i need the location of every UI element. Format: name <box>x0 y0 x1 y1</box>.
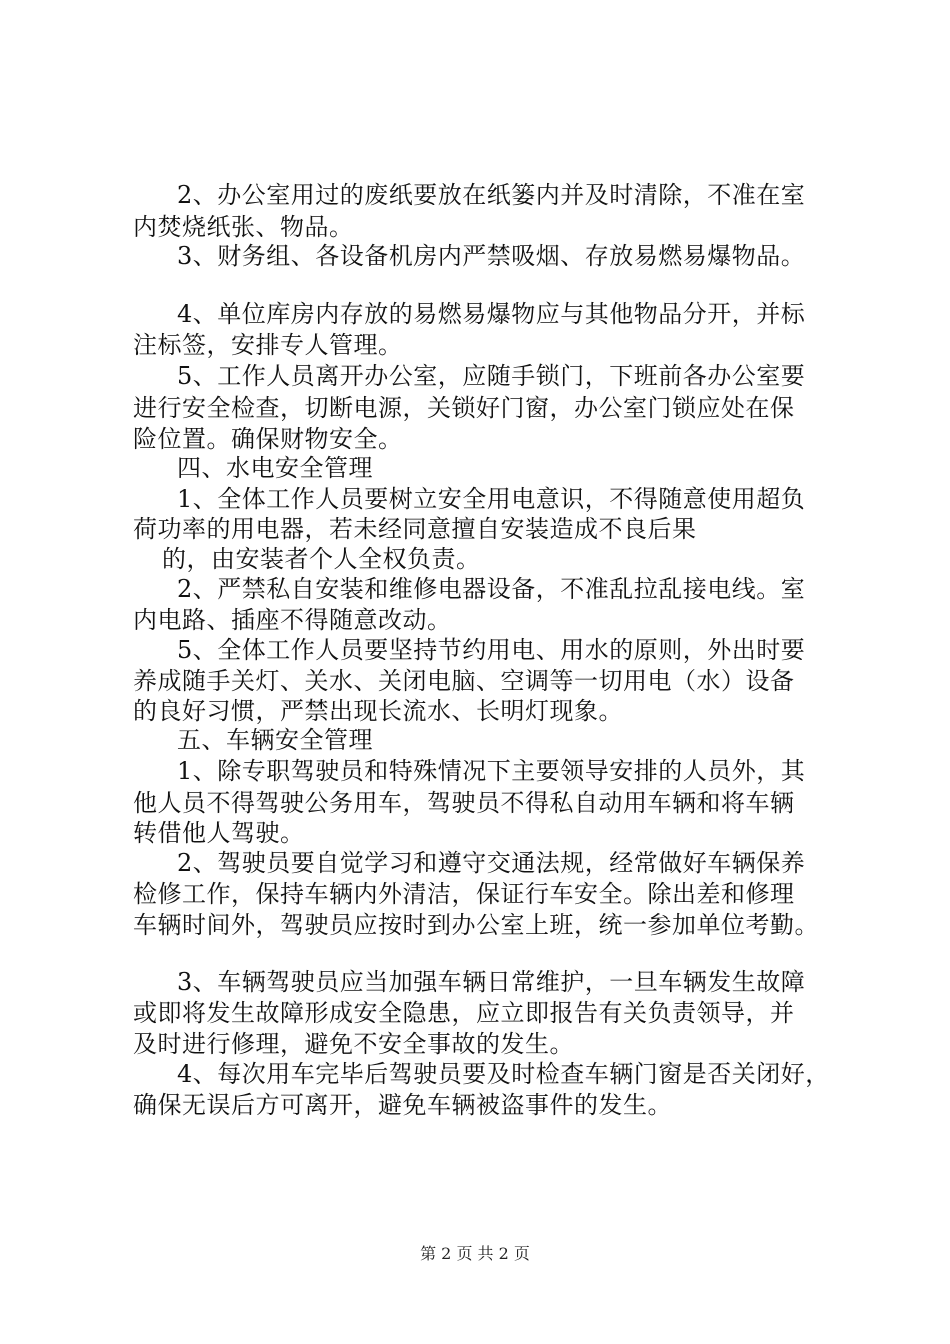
text-line: 或即将发生故障形成安全隐患，应立即报告有关负责领导，并 <box>133 999 795 1027</box>
text-line: 及时进行修理，避免不安全事故的发生。 <box>133 1030 574 1058</box>
text-line: 转借他人驾驶。 <box>133 819 305 847</box>
section-heading: 四、水电安全管理 <box>177 454 373 482</box>
text-line: 荷功率的用电器，若未经同意擅自安装造成不良后果 <box>133 515 697 543</box>
text-line: 5、全体工作人员要坚持节约用电、用水的原则，外出时要 <box>177 636 806 664</box>
page-number-footer: 第 2 页 共 2 页 <box>420 1244 530 1263</box>
text-line: 1、全体工作人员要树立安全用电意识，不得随意使用超负 <box>177 485 806 513</box>
text-line: 2、严禁私自安装和维修电器设备，不准乱拉乱接电线。室 <box>177 575 806 603</box>
text-line: 注标签，安排专人管理。 <box>133 331 403 359</box>
text-line: 车辆时间外，驾驶员应按时到办公室上班，统一参加单位考勤。 <box>133 911 819 939</box>
text-line: 内焚烧纸张、物品。 <box>133 213 354 241</box>
text-line: 3、财务组、各设备机房内严禁吸烟、存放易燃易爆物品。 <box>177 242 806 270</box>
text-line: 检修工作，保持车辆内外清洁，保证行车安全。除出差和修理 <box>133 880 795 908</box>
text-line: 3、车辆驾驶员应当加强车辆日常维护，一旦车辆发生故障 <box>177 968 806 996</box>
text-line: 2、办公室用过的废纸要放在纸篓内并及时清除，不准在室 <box>177 181 806 209</box>
text-line: 4、每次用车完毕后驾驶员要及时检查车辆门窗是否关闭好， <box>177 1060 830 1088</box>
text-line: 的良好习惯，严禁出现长流水、长明灯现象。 <box>133 697 623 725</box>
text-line: 他人员不得驾驶公务用车，驾驶员不得私自动用车辆和将车辆 <box>133 789 795 817</box>
text-line: 5、工作人员离开办公室，应随手锁门，下班前各办公室要 <box>177 362 806 390</box>
text-line: 养成随手关灯、关水、关闭电脑、空调等一切用电（水）设备 <box>133 667 795 695</box>
text-line: 4、单位库房内存放的易燃易爆物应与其他物品分开，并标 <box>177 300 806 328</box>
text-line: 2、驾驶员要自觉学习和遵守交通法规，经常做好车辆保养 <box>177 849 806 877</box>
text-line: 内电路、插座不得随意改动。 <box>133 606 452 634</box>
section-heading: 五、车辆安全管理 <box>177 726 373 754</box>
text-line: 确保无误后方可离开，避免车辆被盗事件的发生。 <box>133 1091 672 1119</box>
text-line: 1、除专职驾驶员和特殊情况下主要领导安排的人员外，其 <box>177 757 806 785</box>
text-line: 险位置。确保财物安全。 <box>133 425 403 453</box>
text-line: 进行安全检查，切断电源，关锁好门窗，办公室门锁应处在保 <box>133 394 795 422</box>
text-line: 的，由安装者个人全权负责。 <box>162 545 481 573</box>
